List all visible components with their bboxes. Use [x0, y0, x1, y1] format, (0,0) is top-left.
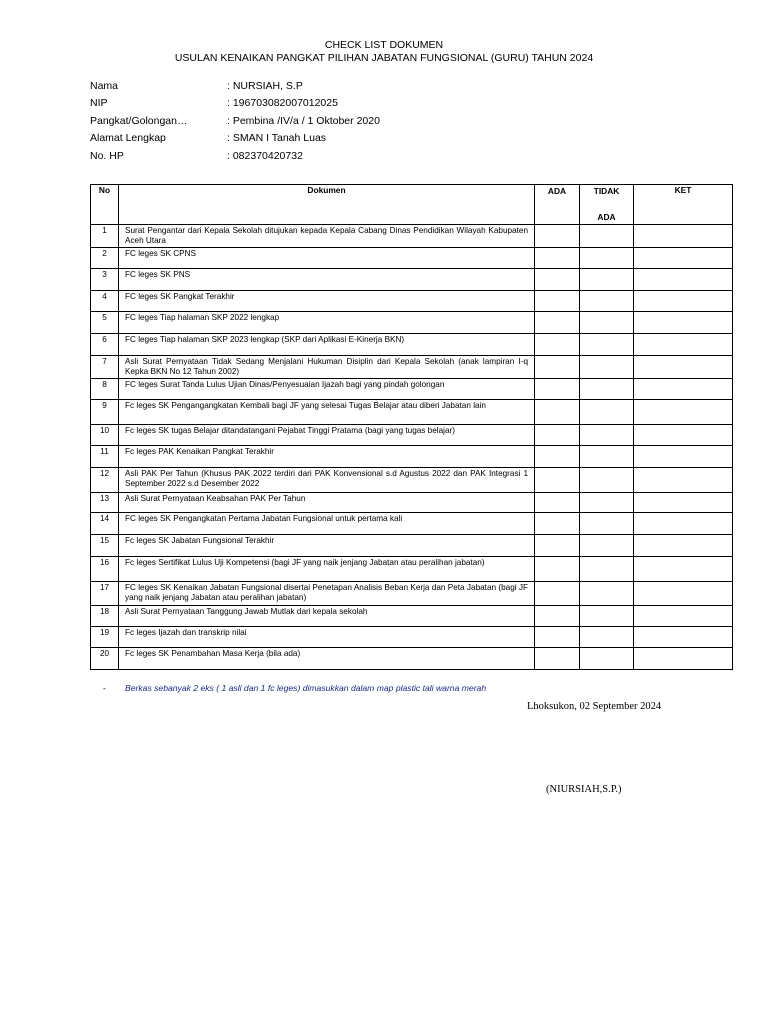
cell-tidak-ada[interactable] [580, 291, 634, 312]
cell-dokumen: FC leges SK CPNS [119, 248, 535, 269]
cell-no: 6 [91, 334, 119, 356]
cell-ket[interactable] [634, 446, 733, 468]
cell-dokumen: Fc leges SK Jabatan Fungsional Terakhir [119, 535, 535, 557]
note-bullet: - [103, 683, 106, 693]
cell-ada[interactable] [535, 400, 580, 425]
cell-ada[interactable] [535, 648, 580, 670]
info-value: : NURSIAH, S.P [227, 79, 303, 92]
cell-ada[interactable] [535, 606, 580, 627]
table-row [91, 648, 733, 670]
cell-tidak-ada[interactable] [580, 468, 634, 493]
cell-dokumen: FC leges SK Pangkat Terakhir [119, 291, 535, 312]
table-row [91, 493, 733, 513]
info-value: : 082370420732 [227, 149, 303, 162]
cell-ada[interactable] [535, 557, 580, 582]
table-row [91, 513, 733, 535]
cell-tidak-ada[interactable] [580, 269, 634, 291]
cell-dokumen: Asli Surat Pernyataan Tanggung Jawab Mutlak dari kepala sekolah [119, 606, 535, 627]
table-row [91, 446, 733, 468]
info-label: Nama [90, 79, 119, 92]
info-label: Pangkat/Golongan… [90, 114, 188, 127]
cell-tidak-ada[interactable] [580, 225, 634, 248]
cell-no: 19 [91, 627, 119, 648]
table-row [91, 248, 733, 269]
header-tidak-line1: TIDAK [593, 186, 620, 196]
cell-ada[interactable] [535, 312, 580, 334]
header-no: No [91, 185, 119, 225]
header-tidak-ada [580, 185, 634, 225]
cell-no: 18 [91, 606, 119, 627]
table-row [91, 557, 733, 582]
cell-no: 2 [91, 248, 119, 269]
cell-tidak-ada[interactable] [580, 557, 634, 582]
info-value: : 196703082007012025 [227, 97, 338, 110]
cell-ket[interactable] [634, 606, 733, 627]
cell-ket[interactable] [634, 312, 733, 334]
cell-ada[interactable] [535, 535, 580, 557]
cell-tidak-ada[interactable] [580, 648, 634, 670]
cell-no: 14 [91, 513, 119, 535]
cell-ket[interactable] [634, 334, 733, 356]
cell-ada[interactable] [535, 225, 580, 248]
cell-dokumen: FC leges Tiap halaman SKP 2023 lengkap (SKP dari Aplikasi E-Kinerja BKN) [119, 334, 535, 356]
cell-dokumen: Fc leges SK Pengangangkatan Kembali bagi JF yang selesai Tugas Belajar atau diberi Jabatan lain [119, 400, 535, 425]
cell-tidak-ada[interactable] [580, 582, 634, 606]
cell-ket[interactable] [634, 513, 733, 535]
cell-no: 10 [91, 425, 119, 446]
cell-ket[interactable] [634, 225, 733, 248]
cell-ket[interactable] [634, 291, 733, 312]
cell-ada[interactable] [535, 468, 580, 493]
cell-no: 11 [91, 446, 119, 468]
info-value: : SMAN I Tanah Luas [227, 132, 327, 145]
cell-dokumen: Fc leges PAK Kenaikan Pangkat Terakhir [119, 446, 535, 468]
cell-ada[interactable] [535, 493, 580, 513]
cell-tidak-ada[interactable] [580, 606, 634, 627]
cell-ada[interactable] [535, 269, 580, 291]
cell-ada[interactable] [535, 291, 580, 312]
cell-dokumen: Asli PAK Per Tahun (Khusus PAK 2022 terdiri dari PAK Konvensional s.d Agustus 2022 dan PAK Integrasi 1 September 2022 s.d Desember 2022 [119, 468, 535, 493]
cell-dokumen: Asli Surat Pernyataan Tidak Sedang Menjalani Hukuman Disiplin dari Kepala Sekolah (anak lampiran I-q Kepka BKN No 12 Tahun 2002) [119, 356, 535, 379]
cell-ket[interactable] [634, 269, 733, 291]
document-checklist-table [90, 184, 733, 670]
cell-ada[interactable] [535, 446, 580, 468]
table-row [91, 225, 733, 248]
info-row-nip [90, 95, 380, 113]
cell-no: 4 [91, 291, 119, 312]
table-row [91, 535, 733, 557]
note-text: Berkas sebanyak 2 eks ( 1 asli dan 1 fc leges) dimasukkan dalam map plastic tali warna merah [125, 683, 487, 693]
cell-ket[interactable] [634, 535, 733, 557]
cell-ket[interactable] [634, 468, 733, 493]
cell-dokumen: Fc leges SK Penambahan Masa Kerja (bila ada) [119, 648, 535, 670]
info-row-nama [90, 77, 380, 95]
table-row [91, 400, 733, 425]
cell-no: 15 [91, 535, 119, 557]
cell-dokumen: FC leges SK Kenaikan Jabatan Fungsional disertai Penetapan Analisis Beban Kerja dan Peta Jabatan (bagi JF yang naik jenjang Jabatan atau peralihan jabatan) [119, 582, 535, 606]
cell-tidak-ada[interactable] [580, 627, 634, 648]
cell-tidak-ada[interactable] [580, 248, 634, 269]
cell-no: 12 [91, 468, 119, 493]
document-subtitle: USULAN KENAIKAN PANGKAT PILIHAN JABATAN FUNGSIONAL (GURU) TAHUN 2024 [174, 52, 594, 64]
info-value: : Pembina /IV/a / 1 Oktober 2020 [227, 114, 380, 127]
info-row-hp [90, 147, 380, 165]
cell-dokumen: Fc leges Ijazah dan transkrip nilai [119, 627, 535, 648]
cell-ket[interactable] [634, 248, 733, 269]
cell-tidak-ada[interactable] [580, 446, 634, 468]
cell-ada[interactable] [535, 513, 580, 535]
table-row [91, 627, 733, 648]
header-tidak-line2: ADA [597, 212, 616, 222]
cell-ket[interactable] [634, 582, 733, 606]
header-ket: KET [634, 185, 733, 225]
cell-no: 5 [91, 312, 119, 334]
table-row [91, 269, 733, 291]
table-row [91, 334, 733, 356]
cell-ada[interactable] [535, 248, 580, 269]
table-row [91, 291, 733, 312]
document-title: CHECK LIST DOKUMEN [324, 39, 444, 51]
cell-tidak-ada[interactable] [580, 513, 634, 535]
cell-no: 9 [91, 400, 119, 425]
header-ada: ADA [535, 185, 580, 225]
cell-ket[interactable] [634, 425, 733, 446]
cell-tidak-ada[interactable] [580, 312, 634, 334]
table-row [91, 312, 733, 334]
cell-ada[interactable] [535, 582, 580, 606]
cell-dokumen: FC leges SK PNS [119, 269, 535, 291]
cell-no: 17 [91, 582, 119, 606]
cell-no: 7 [91, 356, 119, 379]
cell-ada[interactable] [535, 356, 580, 379]
cell-ket[interactable] [634, 627, 733, 648]
cell-ket[interactable] [634, 493, 733, 513]
cell-tidak-ada[interactable] [580, 493, 634, 513]
cell-no: 3 [91, 269, 119, 291]
cell-dokumen: FC leges Surat Tanda Lulus Ujian Dinas/Penyesuaian Ijazah bagi yang pindah golongan [119, 379, 535, 400]
table-row [91, 425, 733, 446]
cell-ket[interactable] [634, 557, 733, 582]
table-row [91, 606, 733, 627]
cell-ket[interactable] [634, 379, 733, 400]
info-row-alamat [90, 130, 380, 148]
place-date: Lhoksukon, 02 September 2024 [527, 701, 662, 712]
cell-tidak-ada[interactable] [580, 379, 634, 400]
cell-ada[interactable] [535, 379, 580, 400]
cell-no: 13 [91, 493, 119, 513]
cell-tidak-ada[interactable] [580, 400, 634, 425]
cell-ada[interactable] [535, 334, 580, 356]
cell-dokumen: Asli Surat Pernyataan Keabsahan PAK Per Tahun [119, 493, 535, 513]
cell-tidak-ada[interactable] [580, 535, 634, 557]
cell-no: 16 [91, 557, 119, 582]
personal-info [90, 77, 380, 165]
cell-ket[interactable] [634, 648, 733, 670]
cell-ada[interactable] [535, 425, 580, 446]
cell-ket[interactable] [634, 356, 733, 379]
cell-ada[interactable] [535, 627, 580, 648]
header-dokumen: Dokumen [119, 185, 535, 225]
cell-dokumen: Fc leges Sertifikat Lulus Uji Kompetensi (bagi JF yang naik jenjang Jabatan atau peralihan jabatan) [119, 557, 535, 582]
info-row-pangkat [90, 112, 380, 130]
table-row [91, 379, 733, 400]
table-row [91, 582, 733, 606]
cell-no: 8 [91, 379, 119, 400]
signer-name: (NIURSIAH,S.P.) [546, 784, 622, 795]
table-row [91, 468, 733, 493]
note [103, 683, 486, 693]
cell-dokumen: Surat Pengantar dari Kepala Sekolah ditujukan kepada Kepala Cabang Dinas Pendidikan Wilayah Kabupaten Aceh Utara [119, 225, 535, 248]
cell-tidak-ada[interactable] [580, 356, 634, 379]
info-label: Alamat Lengkap [90, 132, 166, 145]
cell-tidak-ada[interactable] [580, 425, 634, 446]
cell-dokumen: FC leges SK Pengangkatan Pertama Jabatan Fungsional untuk pertama kali [119, 513, 535, 535]
table-row [91, 356, 733, 379]
cell-tidak-ada[interactable] [580, 334, 634, 356]
cell-no: 20 [91, 648, 119, 670]
cell-dokumen: Fc leges SK tugas Belajar ditandatangani Pejabat Tinggi Pratama (bagi yang tugas belajar) [119, 425, 535, 446]
info-label: No. HP [90, 149, 124, 162]
cell-dokumen: FC leges Tiap halaman SKP 2022 lengkap [119, 312, 535, 334]
info-label: NIP [90, 97, 108, 110]
cell-no: 1 [91, 225, 119, 248]
cell-ket[interactable] [634, 400, 733, 425]
table-header-row [91, 185, 733, 225]
